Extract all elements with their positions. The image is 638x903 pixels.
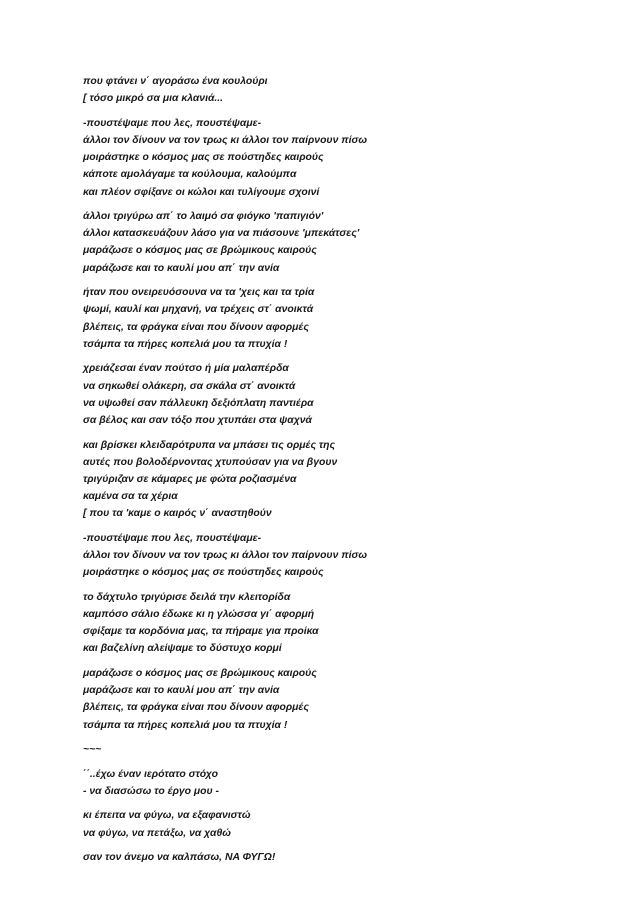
poem-line: καμπόσο σάλιο έδωκε κι η γλώσσα γι΄ αφορμή: [83, 608, 315, 620]
stanza: [83, 807, 583, 841]
poem-line: άλλοι κατασκευάζουν λάσο για να πιάσουνε 'μπεκάτσες': [83, 228, 360, 240]
stanza: [83, 530, 583, 582]
poem-line: καμένα σα τα χέρια: [83, 491, 178, 503]
stanza: [83, 849, 583, 866]
poem-line: άλλοι τον δίνουν να τον τρως κι άλλοι τον παίρνουν πίσω: [83, 134, 368, 146]
poem-line: τριγύριζαν σε κάμαρες με φώτα ροζιασμένα: [83, 473, 297, 485]
poem-line: και βρίσκει κλειδαρότρυπα να μπάσει τις ορμές της: [83, 439, 336, 451]
poem-page: [83, 73, 583, 874]
poem-line: μαράζωσε και το καυλί μου απ΄ την ανία: [83, 262, 280, 274]
stanza: [83, 437, 583, 523]
poem-line: - να διασώσω το έργο μου -: [83, 785, 220, 797]
poem-line: [ που τα 'καμε ο καιρός ν΄ αναστηθούν: [83, 508, 272, 520]
stanza: [83, 360, 583, 429]
poem-line: ψωμί, καυλί και μηχανή, να τρέχεις στ΄ ανοικτά: [83, 304, 314, 316]
stanza: [83, 766, 583, 800]
stanza: [83, 73, 583, 107]
poem-line: σφίξαμε τα κορδόνια μας, τα πήραμε για προίκα: [83, 626, 319, 638]
poem-line: χρειάζεσαι έναν πούτσο ή μία μαλαπέρδα: [83, 363, 289, 375]
poem-line: μοιράστηκε ο κόσμος μας σε πούστηδες καιρούς: [83, 567, 324, 579]
poem-line: κάποτε αμολάγαμε τα κούλουμα, καλούμπα: [83, 169, 297, 181]
poem-line: κι έπειτα να φύγω, να εξαφανιστώ: [83, 810, 251, 822]
poem-line: βλέπεις, τα φράγκα είναι που δίνουν αφορμές: [83, 321, 309, 333]
poem-line: ήταν που ονειρευόσουνα να τα 'χεις και τα τρία: [83, 287, 315, 299]
poem-line: μαράζωσε ο κόσμος μας σε βρώμικους καιρούς: [83, 667, 317, 679]
poem-line: μαράζωσε και το καυλί μου απ΄ την ανία: [83, 685, 280, 697]
poem-line: ΄΄..έχω έναν ιερότατο στόχο: [83, 768, 219, 780]
poem-line: αυτές που βολοδέρνοντας χτυπούσαν για να βγουν: [83, 456, 338, 468]
poem-line: να φύγω, να πετάξω, να χαθώ: [83, 827, 231, 839]
stanza: [83, 589, 583, 658]
poem-line: [ τόσο μικρό σα μια κλανιά...: [83, 93, 224, 105]
stanza: [83, 284, 583, 353]
poem-line: άλλοι τριγύρω απ΄ το λαιμό σα φιόγκο 'παπιγιόν': [83, 211, 324, 223]
poem-line: να σηκωθεί ολάκερη, σα σκάλα στ΄ ανοικτά: [83, 380, 296, 392]
poem-line: -πουστέψαμε που λες, πουστέψαμε-: [83, 532, 262, 544]
poem-line: και πλέον σφίξανε οι κώλοι και τυλίγουμε σχοινί: [83, 186, 320, 198]
stanza-separator: [83, 741, 583, 758]
poem-line: να υψωθεί σαν πάλλευκη δεξιόπλατη παντιέρα: [83, 397, 314, 409]
stanza: [83, 208, 583, 277]
poem-line: τσάμπα τα πήρες κοπελιά μου τα πτυχία !: [83, 719, 288, 731]
poem-line: μοιράστηκε ο κόσμος μας σε πούστηδες καιρούς: [83, 152, 324, 164]
stanza: [83, 115, 583, 201]
separator-line: ~~~: [83, 744, 102, 756]
stanza: [83, 665, 583, 734]
poem-line: σαν τον άνεμο να καλπάσω, ΝΑ ΦΥΓΩ!: [83, 852, 276, 864]
poem-line: σα βέλος και σαν τόξο που χτυπάει στα ψαχνά: [83, 414, 312, 426]
poem-line: το δάχτυλο τριγύρισε δειλά την κλειτορίδα: [83, 591, 291, 603]
poem-line: τσάμπα τα πήρες κοπελιά μου τα πτυχία !: [83, 338, 288, 350]
poem-line: άλλοι τον δίνουν να τον τρως κι άλλοι τον παίρνουν πίσω: [83, 550, 368, 562]
poem-line: μαράζωσε ο κόσμος μας σε βρώμικους καιρούς: [83, 245, 317, 257]
poem-line: που φτάνει ν΄ αγοράσω ένα κουλούρι: [83, 76, 268, 87]
poem-line: βλέπεις, τα φράγκα είναι που δίνουν αφορμές: [83, 702, 309, 714]
poem-line: και βαζελίνη αλείψαμε το δύστυχο κορμί: [83, 643, 282, 655]
poem-line: -πουστέψαμε που λες, πουστέψαμε-: [83, 117, 262, 129]
